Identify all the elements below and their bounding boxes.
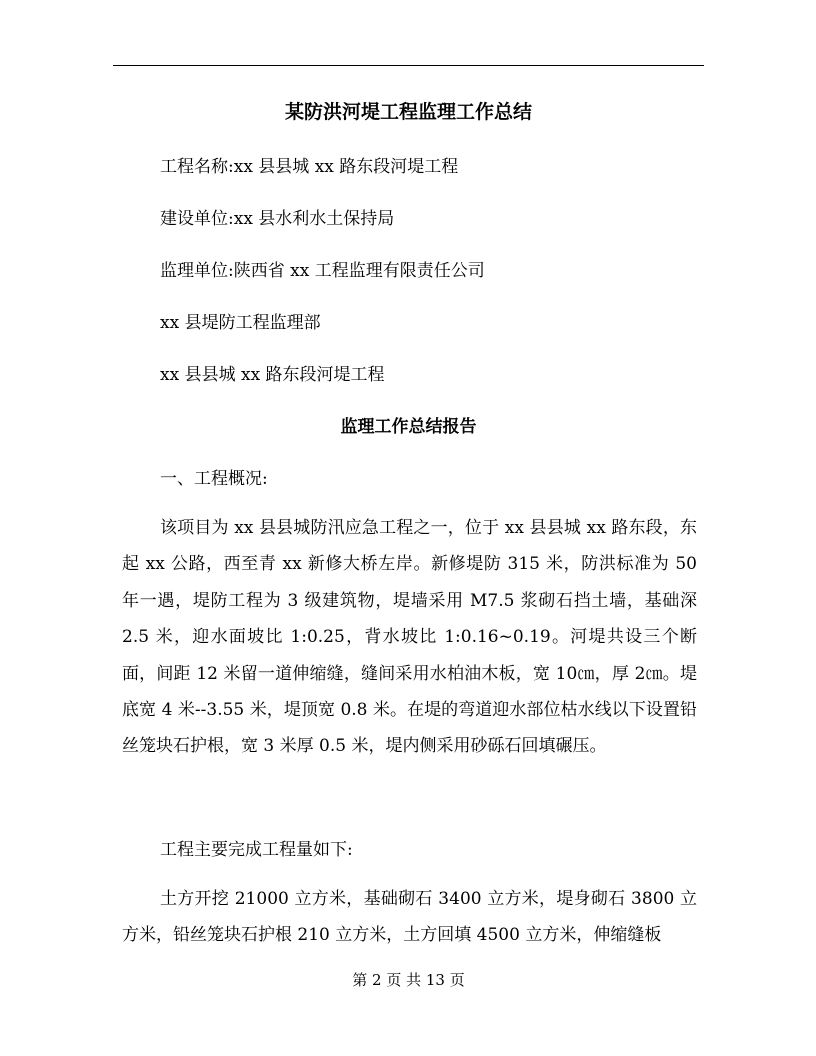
supervision-department-line: xx 县堤防工程监理部: [160, 313, 321, 333]
quantities-paragraph: 土方开挖 21000 立方米，基础砌石 3400 立方米，堤身砌石 3800 立方米，铅丝笼块石护根 210 立方米，土方回填 4500 立方米，伸缩缝板: [122, 889, 697, 946]
header-rule: [113, 65, 704, 66]
supervision-unit-line: 监理单位:陕西省 xx 工程监理有限责任公司: [160, 261, 485, 281]
project-line: xx 县县城 xx 路东段河堤工程: [160, 365, 385, 385]
construction-unit-line: 建设单位:xx 县水利水土保持局: [160, 209, 395, 229]
report-title: 监理工作总结报告: [340, 417, 477, 437]
document-title: 某防洪河堤工程监理工作总结: [284, 101, 532, 123]
project-name-line: 工程名称:xx 县县城 xx 路东段河堤工程: [160, 157, 459, 177]
quantities-intro: 工程主要完成工程量如下:: [160, 840, 353, 860]
section-heading-overview: 一、工程概况:: [160, 469, 268, 489]
page-footer: 第 2 页 共 13 页: [352, 971, 465, 989]
overview-paragraph: 该项目为 xx 县县城防汛应急工程之一，位于 xx 县县城 xx 路东段，东起 xx 公路，西至青 xx 新修大桥左岸。新修堤防 315 米，防洪标准为 50 年一遇，堤防工程为 3 级建筑物，堤墙采用 M7.5 浆砌石挡土墙，基础深 2.5 米，迎水面坡比 1:0.25，背水坡比 1:0.16~0.19。河堤共设三个断面，间距 12 米留一道伸缩缝，缝间采用水柏油木板，宽 10㎝，厚 2㎝。堤底宽 4 米--3.55 米，堤顶宽 0.8 米。在堤的弯道迎水部位枯水线以下设置铅丝笼块石护根，宽 3 米厚 0.5 米，堤内侧采用砂砾石回填碾压。: [122, 518, 697, 757]
